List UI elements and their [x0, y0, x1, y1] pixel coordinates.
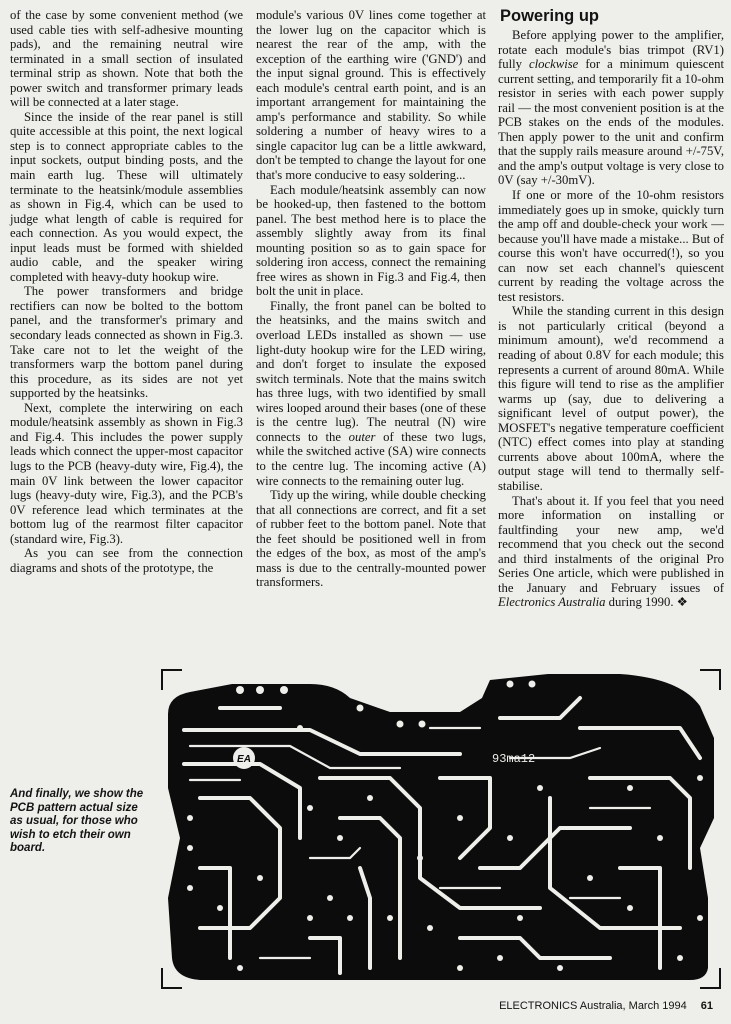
paragraph-text: Finally, the front panel can be bolted to the heatsinks, and the mains switch and overload LEDs installed as shown — use light-duty hookup wire for the LED wiring, and don't forget to insulate the exposed switch terminals. Note that the mains switch has three lugs, with two identified by small wires looped around their bases (one of these is the centre lug). The neutral (N) wire connects to the — [256, 298, 486, 444]
pcb-board-outline — [168, 674, 714, 980]
paragraph: Tidy up the wiring, while double checking that all connections are correct, and fit a set of rubber feet to the bottom panel. Note that the feet should be positioned well in from the edges of the box, as most of the amp's mass is due to the centrally-mounted power transformers. — [256, 488, 486, 590]
paragraph-text: during 1990. ❖ — [608, 595, 689, 610]
figure-caption: And finally, we show the PCB pattern actual size as usual, for those who wish to etch their own board. — [10, 788, 144, 854]
paragraph-text: That's about it. If you feel that you need more information on installing or faultfinding your new amp, we'd recommend that you check out the second and third instalments of the original Pro Series One article, which were published in the January and February issues of — [498, 493, 724, 595]
publication-name: ELECTRONICS Australia, March 1994 — [499, 1000, 687, 1012]
emphasis-text: outer — [348, 429, 376, 444]
article-column-1 — [10, 8, 243, 575]
paragraph: of the case by some convenient method (we used cable ties with self-adhesive mounting pads), and the remaining neutral wire terminated in a small section of insulated terminal strip as shown. Note that both the power switch and transformer primary leads will be connected at a later stage. — [10, 8, 243, 110]
paragraph: If one or more of the 10-ohm resistors immediately goes up in smoke, quickly turn the amp off and double-check your work — because you'll have made a mistake... But of course this won't have occurred(!), so you can now set each channel's quiescent current by reading the voltage across the test resistors. — [498, 188, 724, 304]
emphasis-text: clockwise — [528, 57, 579, 72]
paragraph: module's various 0V lines come together at the lower lug on the capacitor which is nearest the rear of the amp, with the exception of the earthing wire ('GND') and the input signal ground. This is effectively each module's central earth point, and is an important arrangement for maintaining the amp's performance and stability. So while soldering a number of heavy wires to a single capacitor lug can be a little awkward, don't be tempted to change the layout for one that's more conducive to easy soldering... — [256, 8, 486, 183]
board-code-label: 93ma12 — [492, 752, 536, 766]
article-column-3 — [498, 6, 724, 610]
paragraph-text: Before applying power to the amplifier, rotate each module's bias trimpot (RV1) fully — [498, 28, 724, 72]
paragraph: Each module/heatsink assembly can now be hooked-up, then fastened to the bottom panel. The best method here is to place the assembly slightly away from its final mounting position so as to gain space for soldering iron access, connect the remaining free wires as shown in Fig.3 and Fig.4, then bolt the unit in place. — [256, 182, 486, 299]
ea-logo — [233, 747, 255, 769]
paragraph: Since the inside of the rear panel is still quite accessible at this point, the next logical step is to connect appropriate cables to the input sockets, output binding posts, and the main earth lug. These will ultimately terminate to the heatsink/module assemblies as shown in Fig.4, which can be used to judge what length of cable is required for each connection. As you would expect, the input leads must be formed with shielded audio cable, and the speaker wiring completed with heavy-duty hookup wire. — [10, 109, 243, 284]
paragraph: The power transformers and bridge rectifiers can now be bolted to the bottom panel, and the transformer's primary and secondary leads connected as shown in Fig.3. Take care not to let the weight of the transformers warp the bottom panel during this procedure, as its sides are not yet supported by the heatsinks. — [10, 284, 243, 401]
paragraph — [256, 299, 486, 488]
section-heading: Powering up — [500, 7, 599, 25]
paragraph: As you can see from the connection diagrams and shots of the prototype, the — [10, 546, 243, 575]
pcb-pattern-figure — [160, 668, 722, 990]
page-number: 61 — [700, 1000, 713, 1012]
paragraph — [498, 28, 724, 188]
paragraph-text: of these two lugs, while the switched active (SA) wire connects to the centre lug. The incoming active (A) wire connects to the remaining outer lug. — [256, 429, 487, 488]
paragraph-text: for a minimum quiescent current setting, and temporarily fit a 10-ohm resistor in series with each power supply rail — the most convenient position is at the PCB stakes on the ends of the modules. Then apply power to the unit and confirm that the supply rails measure around +/-75V, and the amp's output voltage is very close to 0V (say +/-30mV). — [498, 57, 725, 188]
ea-logo-text: EA — [237, 754, 251, 765]
article-column-2 — [256, 8, 486, 590]
paragraph: While the standing current in this design is not particularly critical (beyond a minimum amount), we'd recommend a reading of about 0.8V for each module; this represents a current of around 80mA. While this figure will tend to rise as the amplifier warms up (say, due to delivering a significant level of output power), the MOSFET's negative temperature coefficient (NTC) effect comes into play at standing currents above about 100mA, where the output stage will tend to thermally self-stabilise. — [498, 304, 724, 493]
page-footer — [499, 1000, 713, 1013]
paragraph: Next, complete the interwiring on each module/heatsink assembly as shown in Fig.3 and Fig.4. This includes the power supply leads which connect the upper-most capacitor lugs to the PCB (heavy-duty wire, Fig.4), the main 0V link between the lower capacitor lugs (heavy-duty wire, Fig.3), and the PCB's 0V reference lead which terminates at the bottom lug of the rearmost filter capacitor (standard wire, Fig.3). — [10, 400, 243, 546]
paragraph — [498, 494, 724, 610]
emphasis-text: Electronics Australia — [498, 595, 606, 610]
